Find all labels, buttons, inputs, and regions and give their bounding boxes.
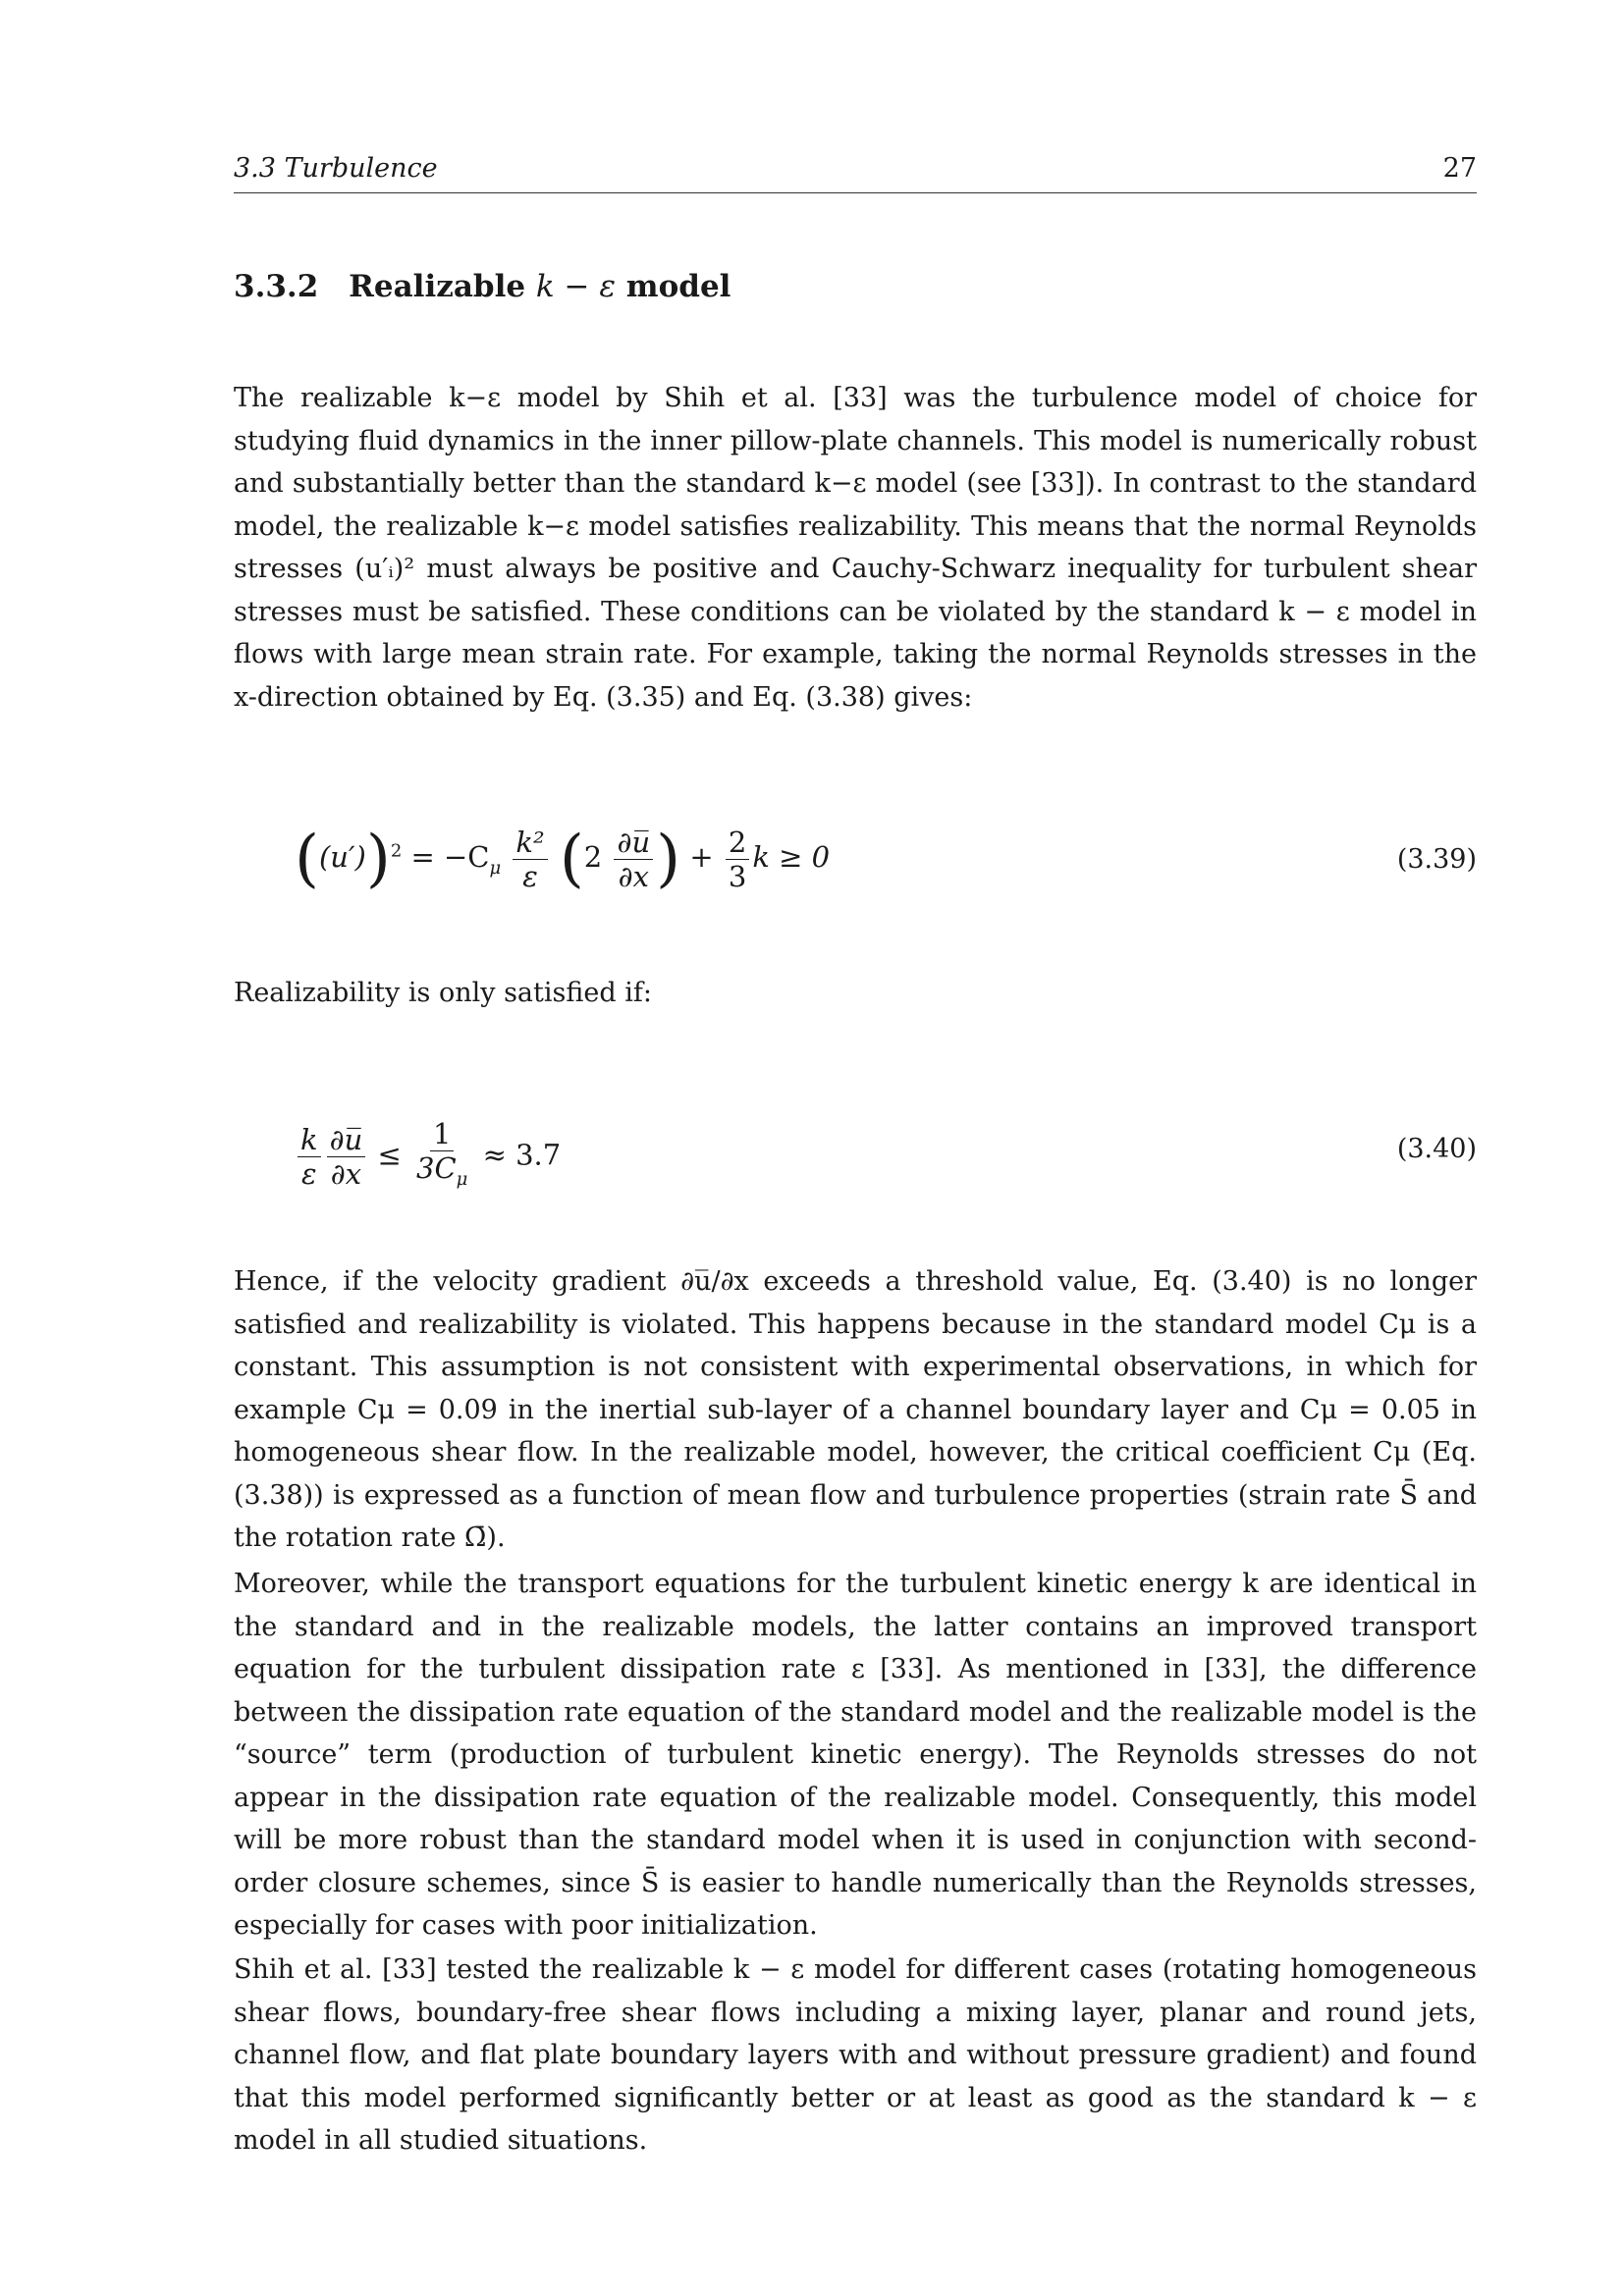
eq40-tail: ≈ 3.7 <box>482 1138 562 1172</box>
running-header <box>234 147 1477 193</box>
eq39-big-paren-right: ) <box>656 823 681 895</box>
eq39-eq: = −C <box>410 840 490 874</box>
paragraph-shih-tests: Shih et al. [33] tested the realizable k − ε model for different cases (rotating homogeneous shear flows, boundary-free shear flows including a mixing layer, planar and round jets, channel flow, and flat plate boundary layers with and without pressure gradient) and found that this model performed significantly better or at least as good as the standard k − ε model in all studied situations. <box>234 1954 1477 2156</box>
paragraph-intro: The realizable k−ε model by Shih et al. [33] was the turbulence model of choice for studying fluid dynamics in the inner pillow-plate channels. This model is numerically robust and substantially better than the standard k−ε model (see [33]). In contrast to the standard model, the realizable k−ε model satisfies realizability. This means that the normal Reynolds stresses (u′ᵢ)² must always be positive and Cauchy-Schwarz inequality for turbulent shear stresses must be satisfied. These conditions can be violated by the standard k − ε model in flows with large mean strain rate. For example, taking the normal Reynolds stresses in the x-direction obtained by Eq. (3.35) and Eq. (3.38) gives: <box>234 383 1477 713</box>
eq39-frac1-den: ε <box>522 859 538 893</box>
eq40-frac2-den: ∂x <box>330 1156 362 1191</box>
equation-3-39 <box>295 823 830 895</box>
section-heading <box>234 269 731 304</box>
eq39-frac-k2-eps <box>513 826 547 893</box>
eq40-frac2-num: ∂u̅ <box>327 1123 366 1157</box>
header-section-title: 3.3 Turbulence <box>234 153 438 184</box>
eq39-frac-dudx <box>614 826 653 893</box>
eq40-frac-k-eps <box>298 1123 321 1191</box>
eq39-paren-right: ) <box>365 823 391 895</box>
eq39-big-paren-left: ( <box>559 823 584 895</box>
section-title-end: model <box>625 269 731 304</box>
equation-number-3-39: (3.39) <box>1396 844 1477 875</box>
paragraph-realizability: Realizability is only satisfied if: <box>234 978 652 1008</box>
paragraph-velocity-gradient: Hence, if the velocity gradient ∂u̅/∂x exceeds a threshold value, Eq. (3.40) is no longer satisfied and realizability is violated. This happens because in the standard model Cμ is a constant. This assumption is not consistent with experimental observations, in which for example Cμ = 0.09 in the inertial sub-layer of a channel boundary layer and Cμ = 0.05 in homogeneous shear flow. In the realizable model, however, the critical coefficient Cμ (Eq. (3.38)) is expressed as a function of mean flow and turbulence properties (strain rate S̄ and the rotation rate Ω̄). <box>234 1266 1477 1553</box>
eq40-frac3-den: 3C <box>416 1151 457 1185</box>
eq39-two: 2 <box>583 840 603 874</box>
equation-number-3-40: (3.40) <box>1396 1134 1477 1164</box>
eq39-plus: + <box>689 840 714 874</box>
section-number: 3.3.2 <box>234 269 319 304</box>
eq39-frac1-num: k² <box>513 826 547 860</box>
eq39-tail: k ≥ 0 <box>752 840 831 874</box>
eq40-leq: ≤ <box>377 1138 402 1172</box>
eq40-frac1-num: k <box>298 1123 321 1157</box>
eq40-frac-dudx <box>327 1123 366 1191</box>
paragraph-transport-equations: Moreover, while the transport equations for the turbulent kinetic energy k are identical in the standard and in the realizable models, the latter contains an improved transport equation for the turbulent dissipation rate ε [33]. As mentioned in [33], the difference between the dissipation rate equation of the standard model and the realizable model is the “source” term (production of turbulent kinetic energy). The Reynolds stresses do not appear in the dissipation rate equation of the realizable model. Consequently, this model will be more robust than the standard model when it is used in conjunction with second-order closure schemes, since S̄ is easier to handle numerically than the Reynolds stresses, especially for cases with poor initialization. <box>234 1569 1477 1941</box>
eq39-frac2-den: ∂x <box>618 859 649 893</box>
eq40-frac3-num: 1 <box>430 1117 454 1151</box>
eq39-frac2-num: ∂u̅ <box>614 826 653 860</box>
section-title-text: Realizable <box>349 269 526 304</box>
eq40-cmu-sub: μ <box>456 1168 468 1190</box>
page-number: 27 <box>1442 153 1477 184</box>
eq40-frac1-den: ε <box>301 1156 317 1191</box>
equation-3-40 <box>295 1117 561 1197</box>
eq39-frac3-den: 3 <box>728 859 747 893</box>
eq40-frac3-den-wrap <box>413 1151 470 1197</box>
eq39-lhs: (u′) <box>318 840 366 874</box>
eq39-frac-two-thirds <box>726 826 749 893</box>
eq40-frac-one-over-3cmu <box>413 1117 470 1197</box>
section-title-math: k − ε <box>535 269 616 304</box>
eq39-lhs-exp: 2 <box>390 840 403 862</box>
eq39-cmu-sub: μ <box>489 857 502 879</box>
eq39-paren-left: ( <box>295 823 319 895</box>
eq39-frac3-num: 2 <box>726 826 749 860</box>
